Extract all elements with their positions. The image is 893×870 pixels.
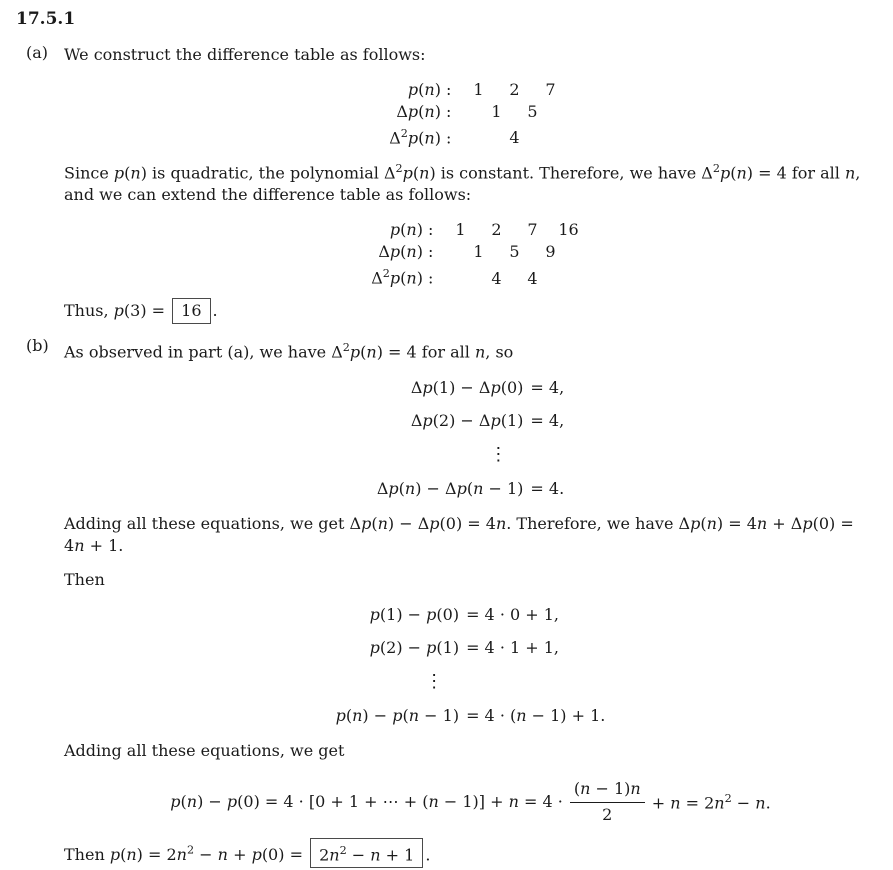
row-label: Δp(n) : xyxy=(396,102,457,121)
equation-right-part: + $n = 2n^2 - n$. xyxy=(651,792,771,813)
equation-block-1 xyxy=(377,377,564,500)
table-value: 4 xyxy=(509,128,520,148)
fraction-denominator: 2 xyxy=(602,804,613,824)
table-row xyxy=(373,79,569,101)
table-value: 16 xyxy=(558,220,579,240)
vertical-dots: ⋮ xyxy=(425,670,444,692)
row-label: $\Delta^2p(n)$ : xyxy=(389,127,457,148)
table-value: 7 xyxy=(527,220,538,240)
table-value: 4 xyxy=(491,268,502,288)
fraction xyxy=(570,778,645,826)
part-a-conclusion xyxy=(64,298,877,324)
part-a-intro: We construct the difference table as follows: xyxy=(64,45,426,64)
difference-table-2 xyxy=(355,219,587,288)
table-row xyxy=(355,241,587,263)
problem-number: 17.5.1 xyxy=(16,9,76,29)
period: . xyxy=(425,844,431,864)
part-b-label: (b) xyxy=(26,336,49,356)
equation-lhs: Δp(n) − Δp(n − 1) xyxy=(376,478,524,498)
table-row xyxy=(355,219,587,241)
table-row xyxy=(355,263,587,288)
part-b-body xyxy=(64,335,877,870)
equation-rhs: = 4 · 1 + 1, xyxy=(466,637,560,657)
table-value: 4 xyxy=(527,268,538,288)
table-value: 1 xyxy=(473,242,484,262)
part-a-body xyxy=(64,42,877,329)
equation-rhs: = 4, xyxy=(530,410,565,430)
equation-left-part: p(n) − p(0) = 4 · [0 + 1 + ⋯ + (n − 1)] + n = 4 · xyxy=(170,791,563,811)
boxed-answer-pn: $2n^2 - n + 1$ xyxy=(310,838,423,868)
equation-rhs: = 4 · 0 + 1, xyxy=(466,604,560,624)
final-text: Then $p(n) = 2n^2 - n + p(0)$ = xyxy=(64,843,309,864)
part-a-label: (a) xyxy=(26,43,49,62)
conclusion-text: Thus, p(3) = xyxy=(64,301,171,321)
row-values xyxy=(461,241,569,263)
table-value: 1 xyxy=(473,80,484,99)
row-values xyxy=(479,268,551,290)
table-row xyxy=(373,123,569,148)
row-label: p(n) : xyxy=(389,220,439,240)
period: . xyxy=(212,301,218,321)
part-b xyxy=(16,335,877,870)
row-label: $\Delta^2p(n)$ : xyxy=(371,267,439,288)
table-value: 2 xyxy=(491,220,502,240)
table-value: 1 xyxy=(455,220,466,240)
table-value: 9 xyxy=(545,242,556,262)
equation-lhs: p(n) − p(n − 1) xyxy=(335,705,460,725)
table-value: 5 xyxy=(527,102,538,121)
row-values xyxy=(461,79,569,101)
boxed-answer-p3: 16 xyxy=(172,298,210,324)
row-label: p(n) : xyxy=(407,80,457,99)
part-a-middle-paragraph: Since p(n) is quadratic, the polynomial $\Delta^2p(n)$ is constant. Therefore, we have $\Delta^2p(n) = 4$ for all n, and we can extend the difference table as follows: xyxy=(64,162,861,205)
equation-rhs: = 4, xyxy=(530,377,565,397)
equation-rhs: = 4. xyxy=(530,478,565,498)
row-values xyxy=(443,219,587,241)
equation-rhs: = 4 · (n − 1) + 1. xyxy=(466,705,606,725)
table-value: 7 xyxy=(545,80,556,99)
then-word: Then xyxy=(64,569,105,589)
difference-table-1 xyxy=(373,79,569,148)
table-value: 2 xyxy=(509,80,520,99)
row-label: Δp(n) : xyxy=(378,242,439,262)
part-a xyxy=(16,42,877,329)
equation-lhs: p(2) − p(1) xyxy=(369,637,460,657)
part-b-final-answer xyxy=(64,838,877,868)
table-value: 1 xyxy=(491,102,502,121)
row-values xyxy=(479,101,551,123)
equation-lhs: Δp(2) − Δp(1) xyxy=(410,410,524,430)
part-b-adding-paragraph-2: Adding all these equations, we get xyxy=(64,740,345,760)
part-b-adding-paragraph-1: Adding all these equations, we get Δp(n) − Δp(0) = 4n. Therefore, we have Δp(n) = 4n + Δp(0) = 4n + 1. xyxy=(64,513,854,555)
table-value: 5 xyxy=(509,242,520,262)
fraction-numerator: (n − 1)n xyxy=(570,778,645,803)
equation-lhs: p(1) − p(0) xyxy=(369,604,460,624)
equation-block-2 xyxy=(336,604,606,727)
equation-lhs: Δp(1) − Δp(0) xyxy=(410,377,524,397)
table-row xyxy=(373,101,569,123)
summation-equation xyxy=(64,778,877,826)
row-values xyxy=(497,127,533,149)
part-b-intro: As observed in part (a), we have $\Delta^2p(n) = 4$ for all n, so xyxy=(64,341,514,362)
vertical-dots: ⋮ xyxy=(489,443,508,465)
